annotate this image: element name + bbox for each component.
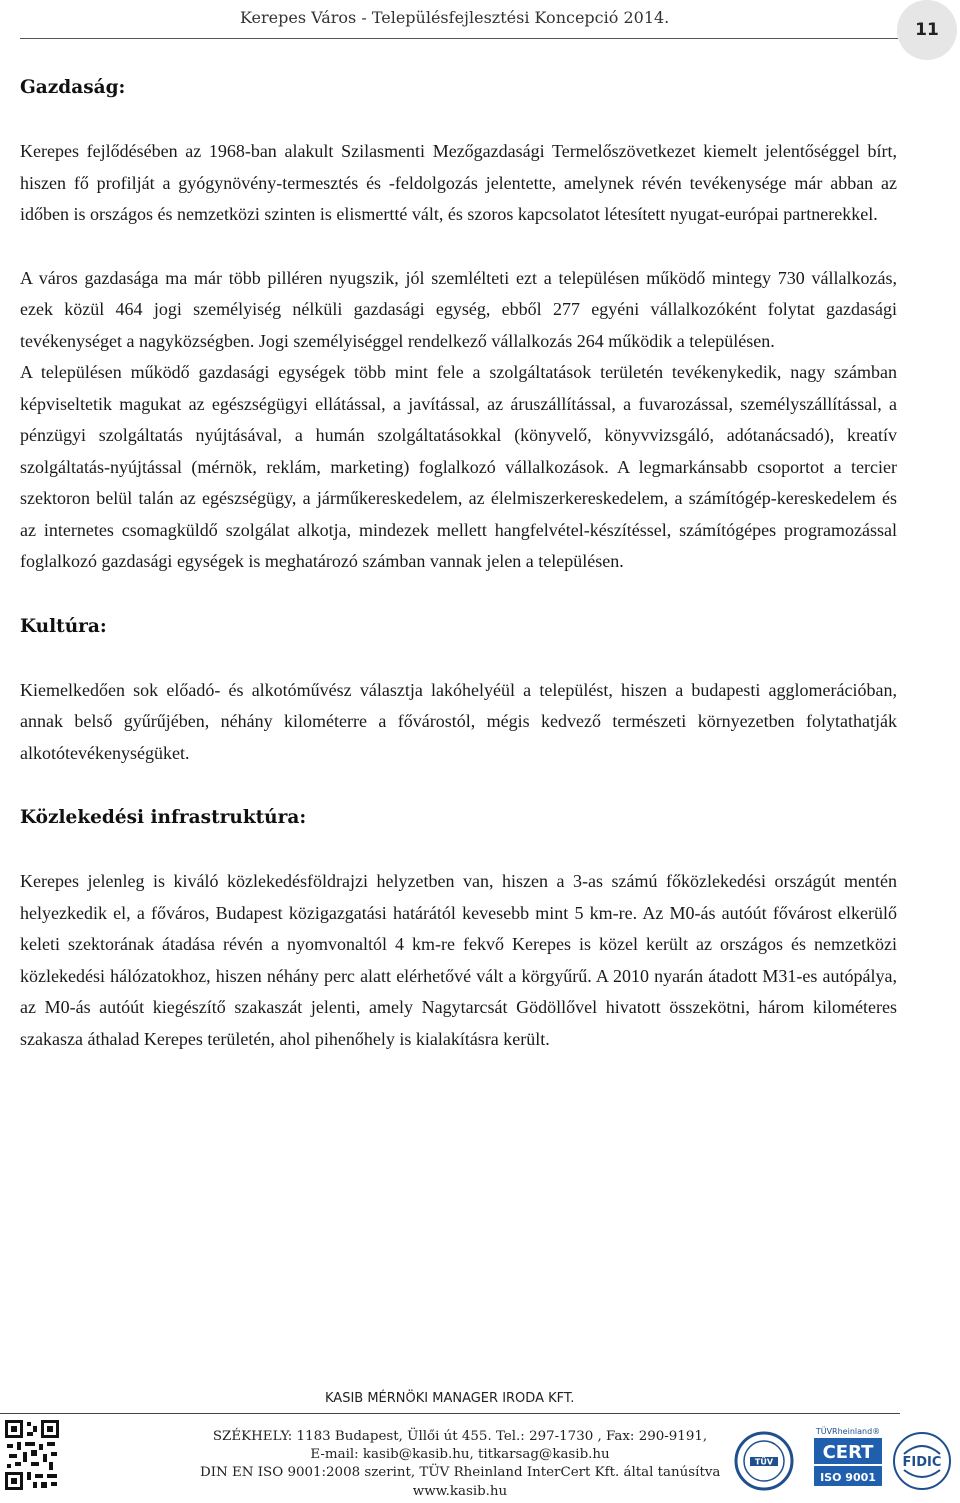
tuv-seal-label: TÜV: [754, 1457, 774, 1467]
fidic-label: FIDIC: [902, 1455, 942, 1470]
page-number-badge: 11: [897, 0, 957, 60]
tuv-seal-icon: [726, 1430, 802, 1492]
fidic-logo-icon: [888, 1430, 956, 1492]
qr-code-icon: [3, 1418, 61, 1492]
cert-iso-text: ISO 9001: [820, 1471, 876, 1484]
footer-contact-block: [200, 1428, 720, 1501]
tuv-cert-logo-icon: [808, 1424, 888, 1492]
footer-divider: [0, 1413, 900, 1414]
section-heading-gazdasag: Gazdaság:: [20, 77, 126, 98]
paragraph-gazdasag-2: A város gazdasága ma már több pilléren nyugszik, jól szemlélteti ezt a településen működő mintegy 730 vállalkozás, ezek közül 464 jogi személyiség nélküli gazdasági egység, ebből 277 egyéni vállalkozóként folytat gazdasági tevékenységet a nagyközségben. Jogi személyiséggel rendelkező vállalkozás 264 működik a településen.: [20, 267, 897, 351]
cert-brand-text: TÜVRheinland®: [815, 1427, 881, 1436]
paragraph-kultura-1: Kiemelkedően sok előadó- és alkotóművész választja lakóhelyéül a települést, hiszen a budapesti agglomerációban, annak belső gyűrűjében, néhány kilométerre a fővárostól, mégis kedvező természeti környezetben folytathatják alkotótevékenységüket.: [20, 679, 897, 763]
page-header: [0, 0, 960, 60]
footer-company-name: KASIB MÉRNÖKI MANAGER IRODA KFT.: [325, 1391, 575, 1406]
header-divider: [20, 38, 898, 39]
document-body: [20, 72, 897, 1055]
page-footer: [0, 1388, 960, 1503]
footer-email: E-mail: kasib@kasib.hu, titkarsag@kasib.hu: [310, 1447, 610, 1463]
footer-address: SZÉKHELY: 1183 Budapest, Üllői út 455. Tel.: 297-1730 , Fax: 290-9191,: [212, 1429, 708, 1444]
section-heading-kozlekedes: Közlekedési infrastruktúra:: [20, 807, 307, 828]
footer-certification: DIN EN ISO 9001:2008 szerint, TÜV Rheinland InterCert Kft. által tanúsítva: [200, 1465, 721, 1481]
footer-website: www.kasib.hu: [412, 1483, 508, 1499]
paragraph-gazdasag-3: A településen működő gazdasági egységek több mint fele a szolgáltatások területén tevékenykedik, nagy számban képviseltetik magukat az egészségügyi ellátással, a javítással, az áruszállítással, a fuvarozással, személyszállítással, a pénzügyi szolgáltatás nyújtásával, a humán szolgáltatásokkal (könyvelő, könyvvizsgáló, adótanácsadó), kreatív szolgáltatás-nyújtással (mérnök, reklám, marketing) foglalkozó vállalkozások. A legmarkánsabb csoportot a tercier szektoron belül talán az egészségügy, a járműkereskedelem, az élelmiszerkereskedelem, a számítógép-kereskedelem és az internetes csomagküldő szolgálat alkotja, mindezek mellett hangfelvétel-készítéssel, számítógépes programozással foglalkozó gazdasági egységek is meghatározó számban vannak jelen a településen.: [20, 362, 897, 571]
section-heading-kultura: Kultúra:: [20, 615, 107, 637]
paragraph-kozlekedes-1: Kerepes jelenleg is kiváló közlekedésföldrajzi helyzetben van, hiszen a 3-as számú főközlekedési országút mentén helyezkedik el, a főváros, Budapest közigazgatási határától kevesebb mint 5 km-re. Az M0-ás autóút fővárost elkerülő keleti szektorának átadása révén a nyomvonaltól 4 km-re fekvő Kerepes is közel került az országos és nemzetközi közlekedési hálózatokhoz, hiszen néhány perc alatt elérhetővé vált a körgyűrű. A 2010 nyarán átadott M31-es autópálya, az M0-ás autóút kiegészítő szakaszát jelenti, amely Nagytarcsát Gödöllővel hivatott összekötni, három kilométeres szakasza áthalad Kerepes területén, ahol pihenőhely is kialakításra került.: [20, 871, 897, 1049]
document-title: Kerepes Város - Településfejlesztési Koncepció 2014.: [240, 8, 670, 27]
cert-word-text: CERT: [822, 1442, 874, 1463]
paragraph-gazdasag-1: Kerepes fejlődésében az 1968-ban alakult Szilasmenti Mezőgazdasági Termelőszövetkezet kiemelt jelentőséggel bírt, hiszen fő profilját a gyógynövény-termesztés és -feldolgozás jelentette, amelynek révén tevékenysége már abban az időben is országos és nemzetközi szinten is elismertté vált, és szoros kapcsolatot létesített nyugat-európai partnerekkel.: [20, 141, 897, 224]
